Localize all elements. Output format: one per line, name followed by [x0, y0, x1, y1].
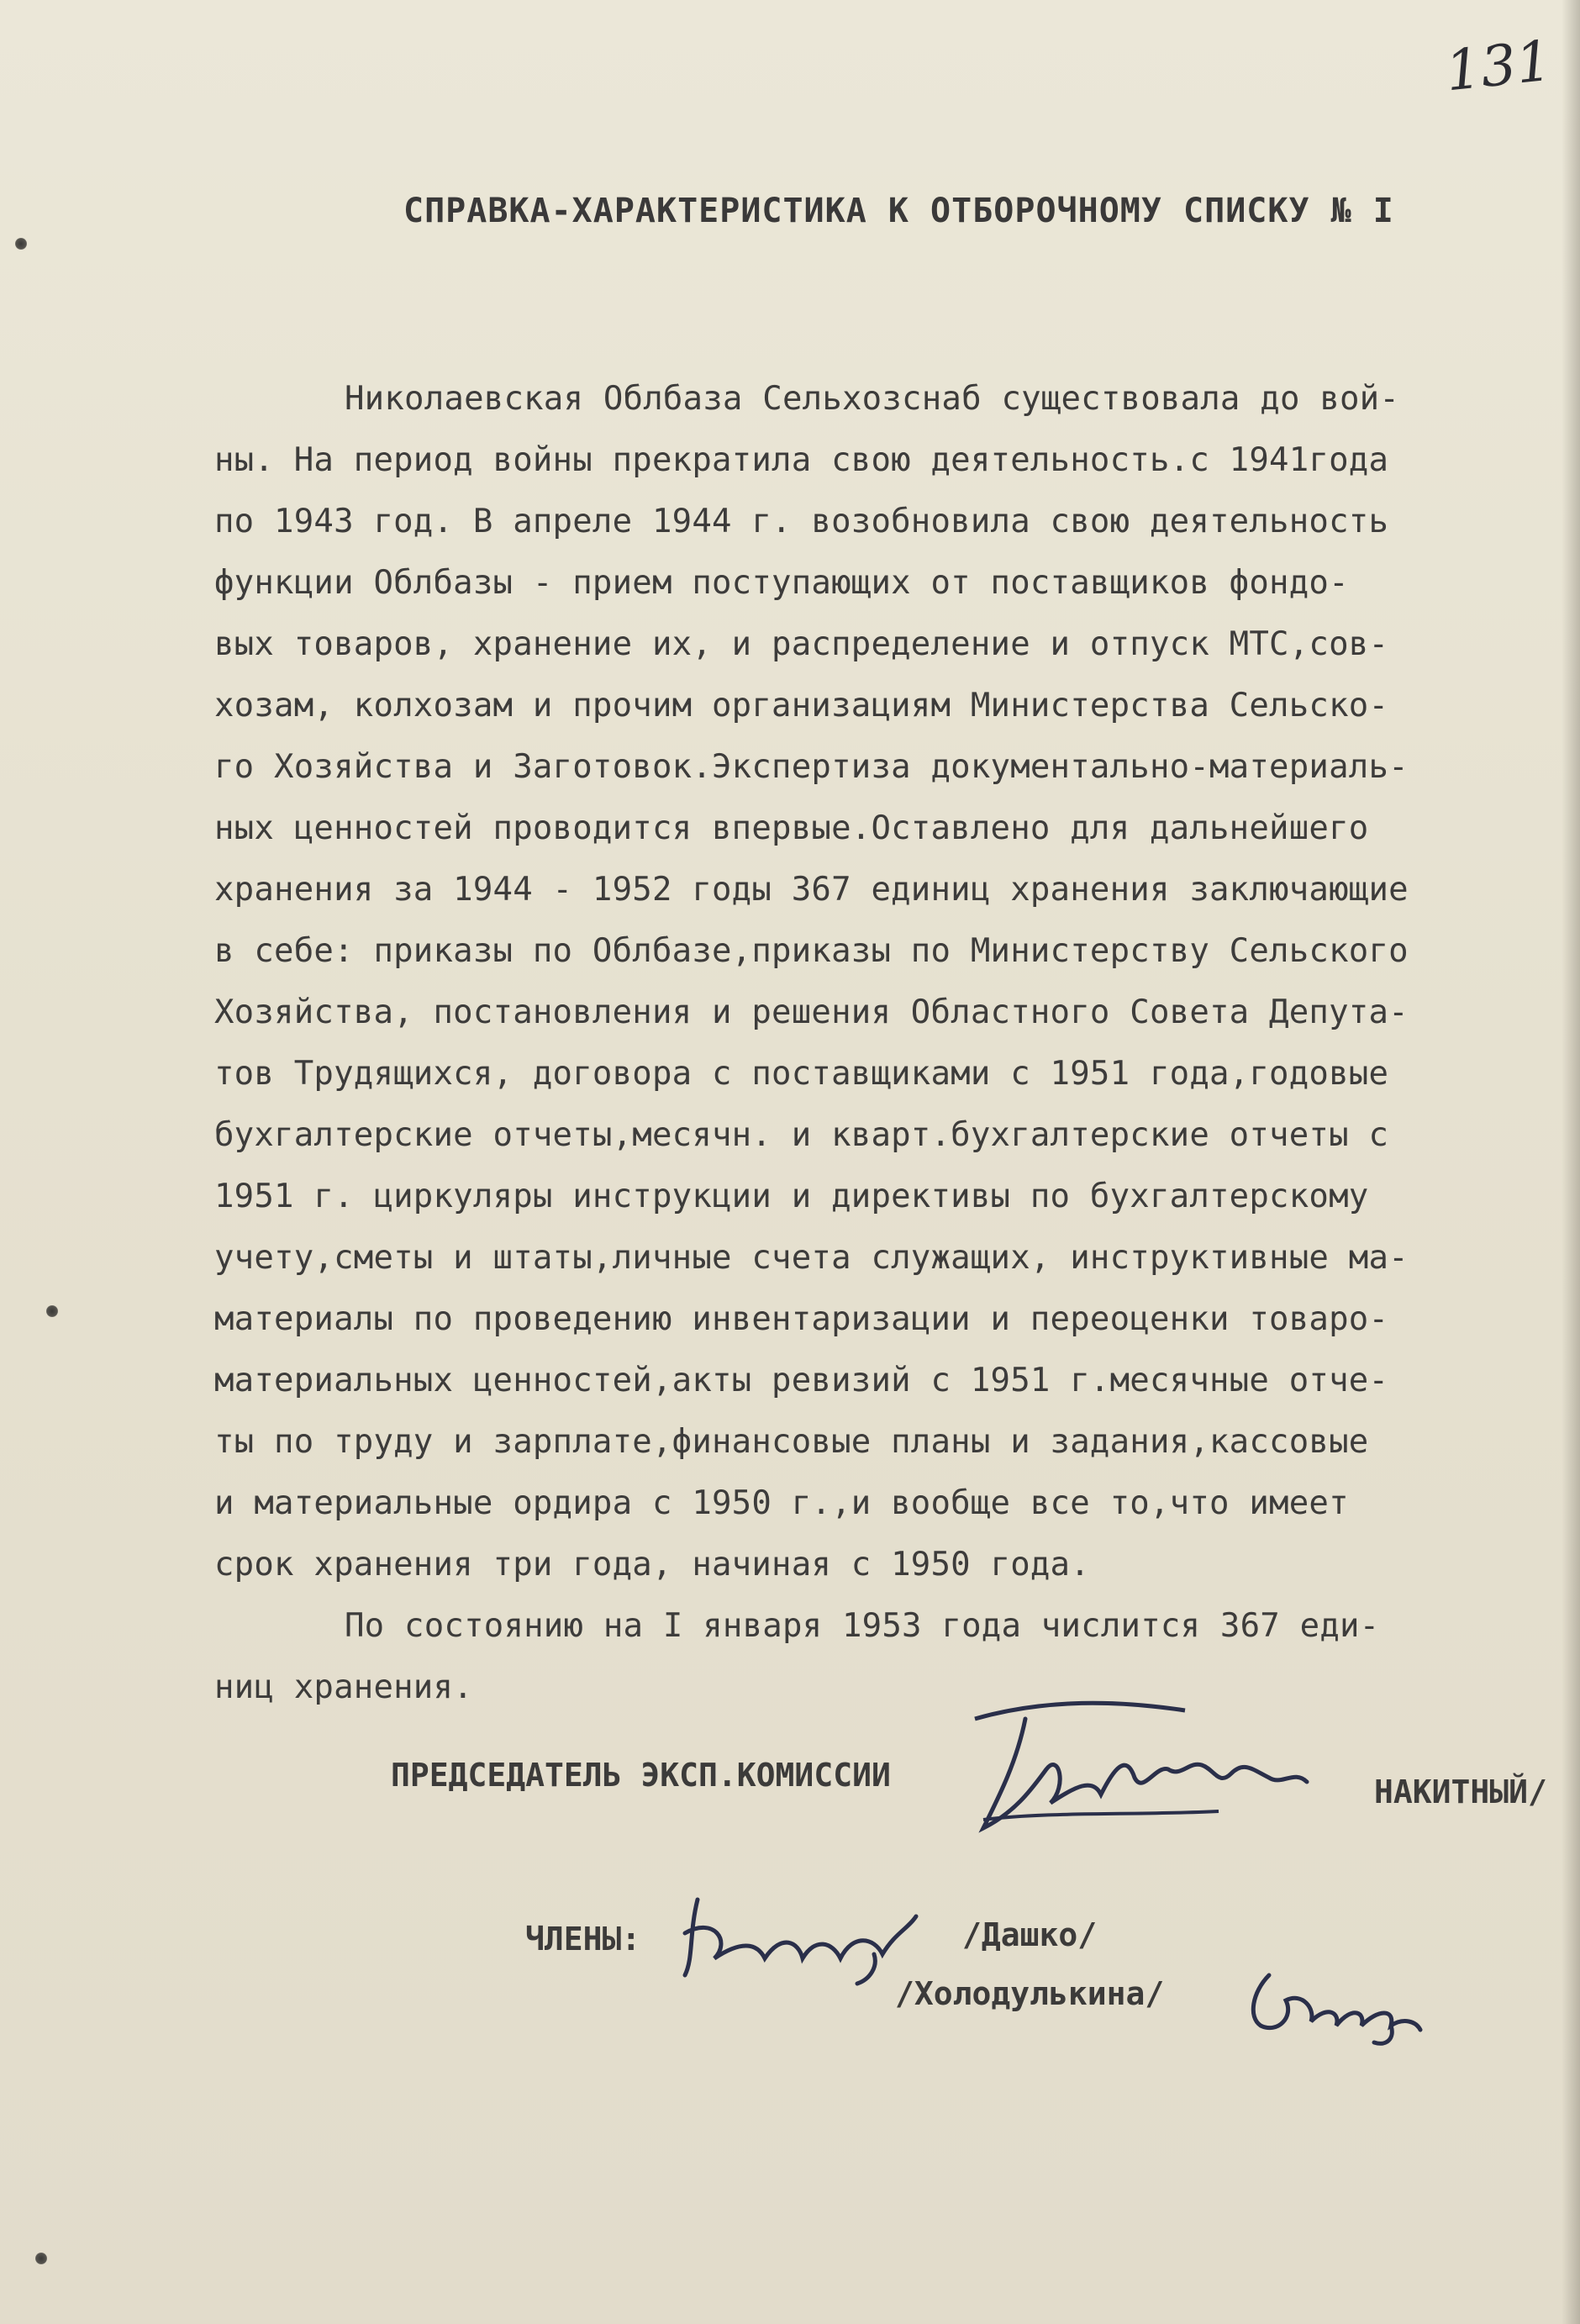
body-line: ниц хранения.	[214, 1668, 473, 1706]
body-line: хозам, колхозам и прочим организациям Министерства Сельско-	[214, 687, 1389, 725]
punch-hole	[46, 1305, 58, 1317]
body-line: учету,сметы и штаты,личные счета служащих, инструктивные ма-	[214, 1239, 1409, 1277]
body-line: срок хранения три года, начиная с 1950 года.	[214, 1546, 1090, 1584]
body-line: и материальные ордира с 1950 г.,и вообще все то,что имеет	[214, 1484, 1349, 1522]
punch-hole	[35, 2253, 47, 2264]
body-line: вых товаров, хранение их, и распределение и отпуск МТС,сов-	[214, 625, 1389, 663]
document-body	[214, 368, 1542, 1718]
body-line: По состоянию на I января 1953 года числится 367 еди-	[345, 1607, 1380, 1645]
document-title: СПРАВКА-ХАРАКТЕРИСТИКА К ОТБОРОЧНОМУ СПИСКУ № I	[403, 192, 1394, 230]
chairman-signature	[966, 1685, 1319, 1853]
body-line: ных ценностей проводится впервые.Оставлено для дальнейшего	[214, 809, 1369, 847]
body-line: ны. На период войны прекратила свою деятельность.с 1941года	[214, 441, 1389, 479]
member-1-name: /Дашко/	[962, 1916, 1098, 1953]
member-2-name: /Холодулькина/	[895, 1975, 1165, 2012]
chairman-label: ПРЕДСЕДАТЕЛЬ ЭКСП.КОМИССИИ	[391, 1757, 891, 1794]
body-line: хранения за 1944 - 1952 годы 367 единиц хранения заключающие	[214, 871, 1409, 909]
body-line: функции Облбазы - прием поступающих от поставщиков фондо-	[214, 564, 1349, 602]
body-line: материалы по проведению инвентаризации и переоценки товаро-	[214, 1300, 1389, 1338]
body-line: материальных ценностей,акты ревизий с 1951 г.месячные отче-	[214, 1362, 1389, 1399]
body-line: бухгалтерские отчеты,месячн. и кварт.бухгалтерские отчеты с	[214, 1116, 1389, 1154]
body-line: по 1943 год. В апреле 1944 г. возобновила свою деятельность	[214, 503, 1389, 540]
body-line: Николаевская Облбаза Сельхозснаб существовала до вой-	[345, 380, 1400, 418]
body-line: го Хозяйства и Заготовок.Экспертиза документально-материаль-	[214, 748, 1409, 786]
page-number: 131	[1442, 28, 1555, 104]
member-2-signature	[1235, 1958, 1429, 2051]
body-line: тов Трудящихся, договора с поставщиками с 1951 года,годовые	[214, 1055, 1389, 1093]
members-label: ЧЛЕНЫ:	[525, 1921, 641, 1958]
member-1-signature	[672, 1883, 933, 1992]
chairman-name: НАКИТНЫЙ/	[1374, 1773, 1547, 1810]
body-line: в себе: приказы по Облбазе,приказы по Министерству Сельского	[214, 932, 1409, 970]
page-edge-shadow	[1562, 0, 1580, 2324]
body-line: Хозяйства, постановления и решения Областного Совета Депута-	[214, 993, 1409, 1031]
body-line: 1951 г. циркуляры инструкции и директивы по бухгалтерскому	[214, 1178, 1369, 1215]
body-line: ты по труду и зарплате,финансовые планы и задания,кассовые	[214, 1423, 1369, 1461]
punch-hole	[15, 238, 27, 250]
